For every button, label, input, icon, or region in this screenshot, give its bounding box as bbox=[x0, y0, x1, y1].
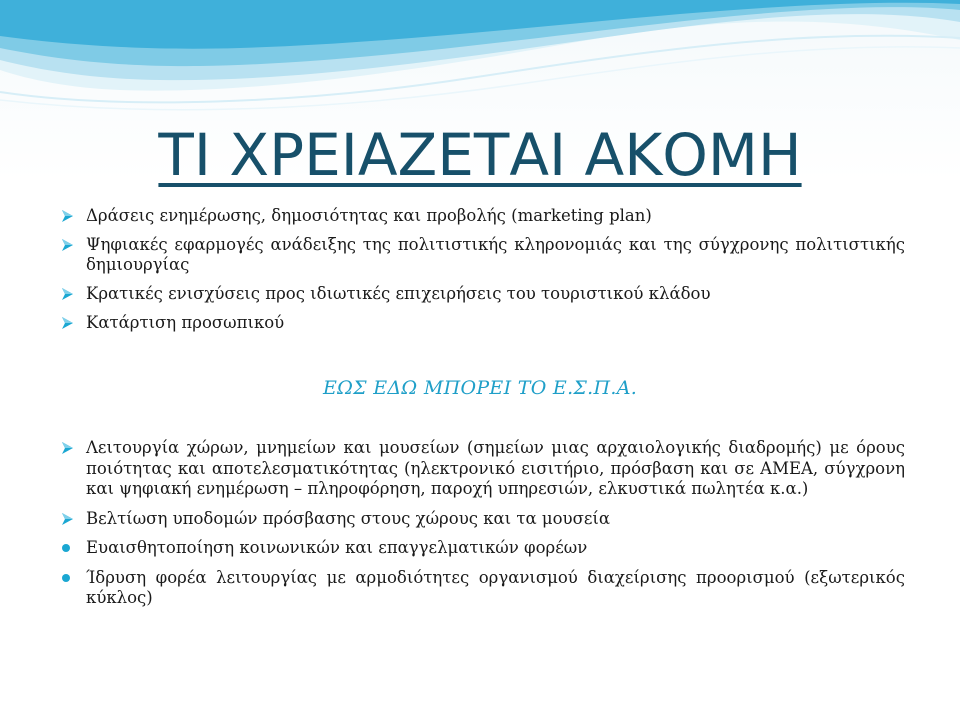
top-bullet-list bbox=[60, 206, 905, 342]
arrowhead-bullet-icon bbox=[60, 206, 80, 226]
list-item-text: Κατάρτιση προσωπικού bbox=[86, 313, 285, 332]
list-item-text: Ίδρυση φορέα λειτουργίας με αρμοδιότητες οργανισμού διαχείρισης προορισμού (εξωτερικός κύκλος) bbox=[86, 567, 905, 607]
list-item bbox=[60, 538, 905, 559]
list-item-text: Δράσεις ενημέρωσης, δημοσιότητας και προβολής (marketing plan) bbox=[86, 206, 652, 225]
round-bullet-icon bbox=[60, 538, 80, 558]
list-item-text: Ψηφιακές εφαρμογές ανάδειξης της πολιτιστικής κληρονομιάς και της σύγχρονης πολιτιστικής δημιουργίας bbox=[86, 235, 905, 274]
list-item bbox=[60, 509, 905, 530]
list-item-text: Ευαισθητοποίηση κοινωνικών και επαγγελματικών φορέων bbox=[86, 538, 588, 557]
wave-decoration bbox=[0, 0, 960, 140]
slide-title: ΤΙ ΧΡΕΙΑΖΕΤΑΙ ΑΚΟΜΗ bbox=[158, 121, 802, 189]
arrowhead-bullet-icon bbox=[60, 438, 80, 458]
list-item bbox=[60, 568, 905, 609]
slide-subheading: ΕΩΣ ΕΔΩ ΜΠΟΡΕΙ ΤΟ Ε.Σ.Π.Α. bbox=[322, 377, 638, 399]
list-item bbox=[60, 284, 905, 304]
arrowhead-bullet-icon bbox=[60, 235, 80, 255]
list-item bbox=[60, 438, 905, 500]
arrowhead-bullet-icon bbox=[60, 284, 80, 304]
list-item bbox=[60, 235, 905, 275]
list-item bbox=[60, 313, 905, 333]
arrowhead-bullet-icon bbox=[60, 313, 80, 333]
list-item-text: Λειτουργία χώρων, μνημείων και μουσείων (σημείων μιας αρχαιολογικής διαδρομής) με όρους ποιότητας και αποτελεσματικότητας (ηλεκτρονικό εισιτήριο, πρόσβαση και σε ΑΜΕΑ, σύγχρονη και ψηφιακή ενημέρωση – πληροφόρηση, παροχή υπηρεσιών, ελκυστικά πωλητέα κ.α.) bbox=[86, 438, 905, 498]
list-item bbox=[60, 206, 905, 226]
arrowhead-bullet-icon bbox=[60, 509, 80, 529]
round-bullet-icon bbox=[60, 568, 80, 588]
bottom-bullet-list bbox=[60, 438, 905, 618]
list-item-text: Βελτίωση υποδομών πρόσβασης στους χώρους και τα μουσεία bbox=[86, 508, 611, 528]
list-item-text: Κρατικές ενισχύσεις προς ιδιωτικές επιχειρήσεις του τουριστικού κλάδου bbox=[86, 284, 711, 303]
